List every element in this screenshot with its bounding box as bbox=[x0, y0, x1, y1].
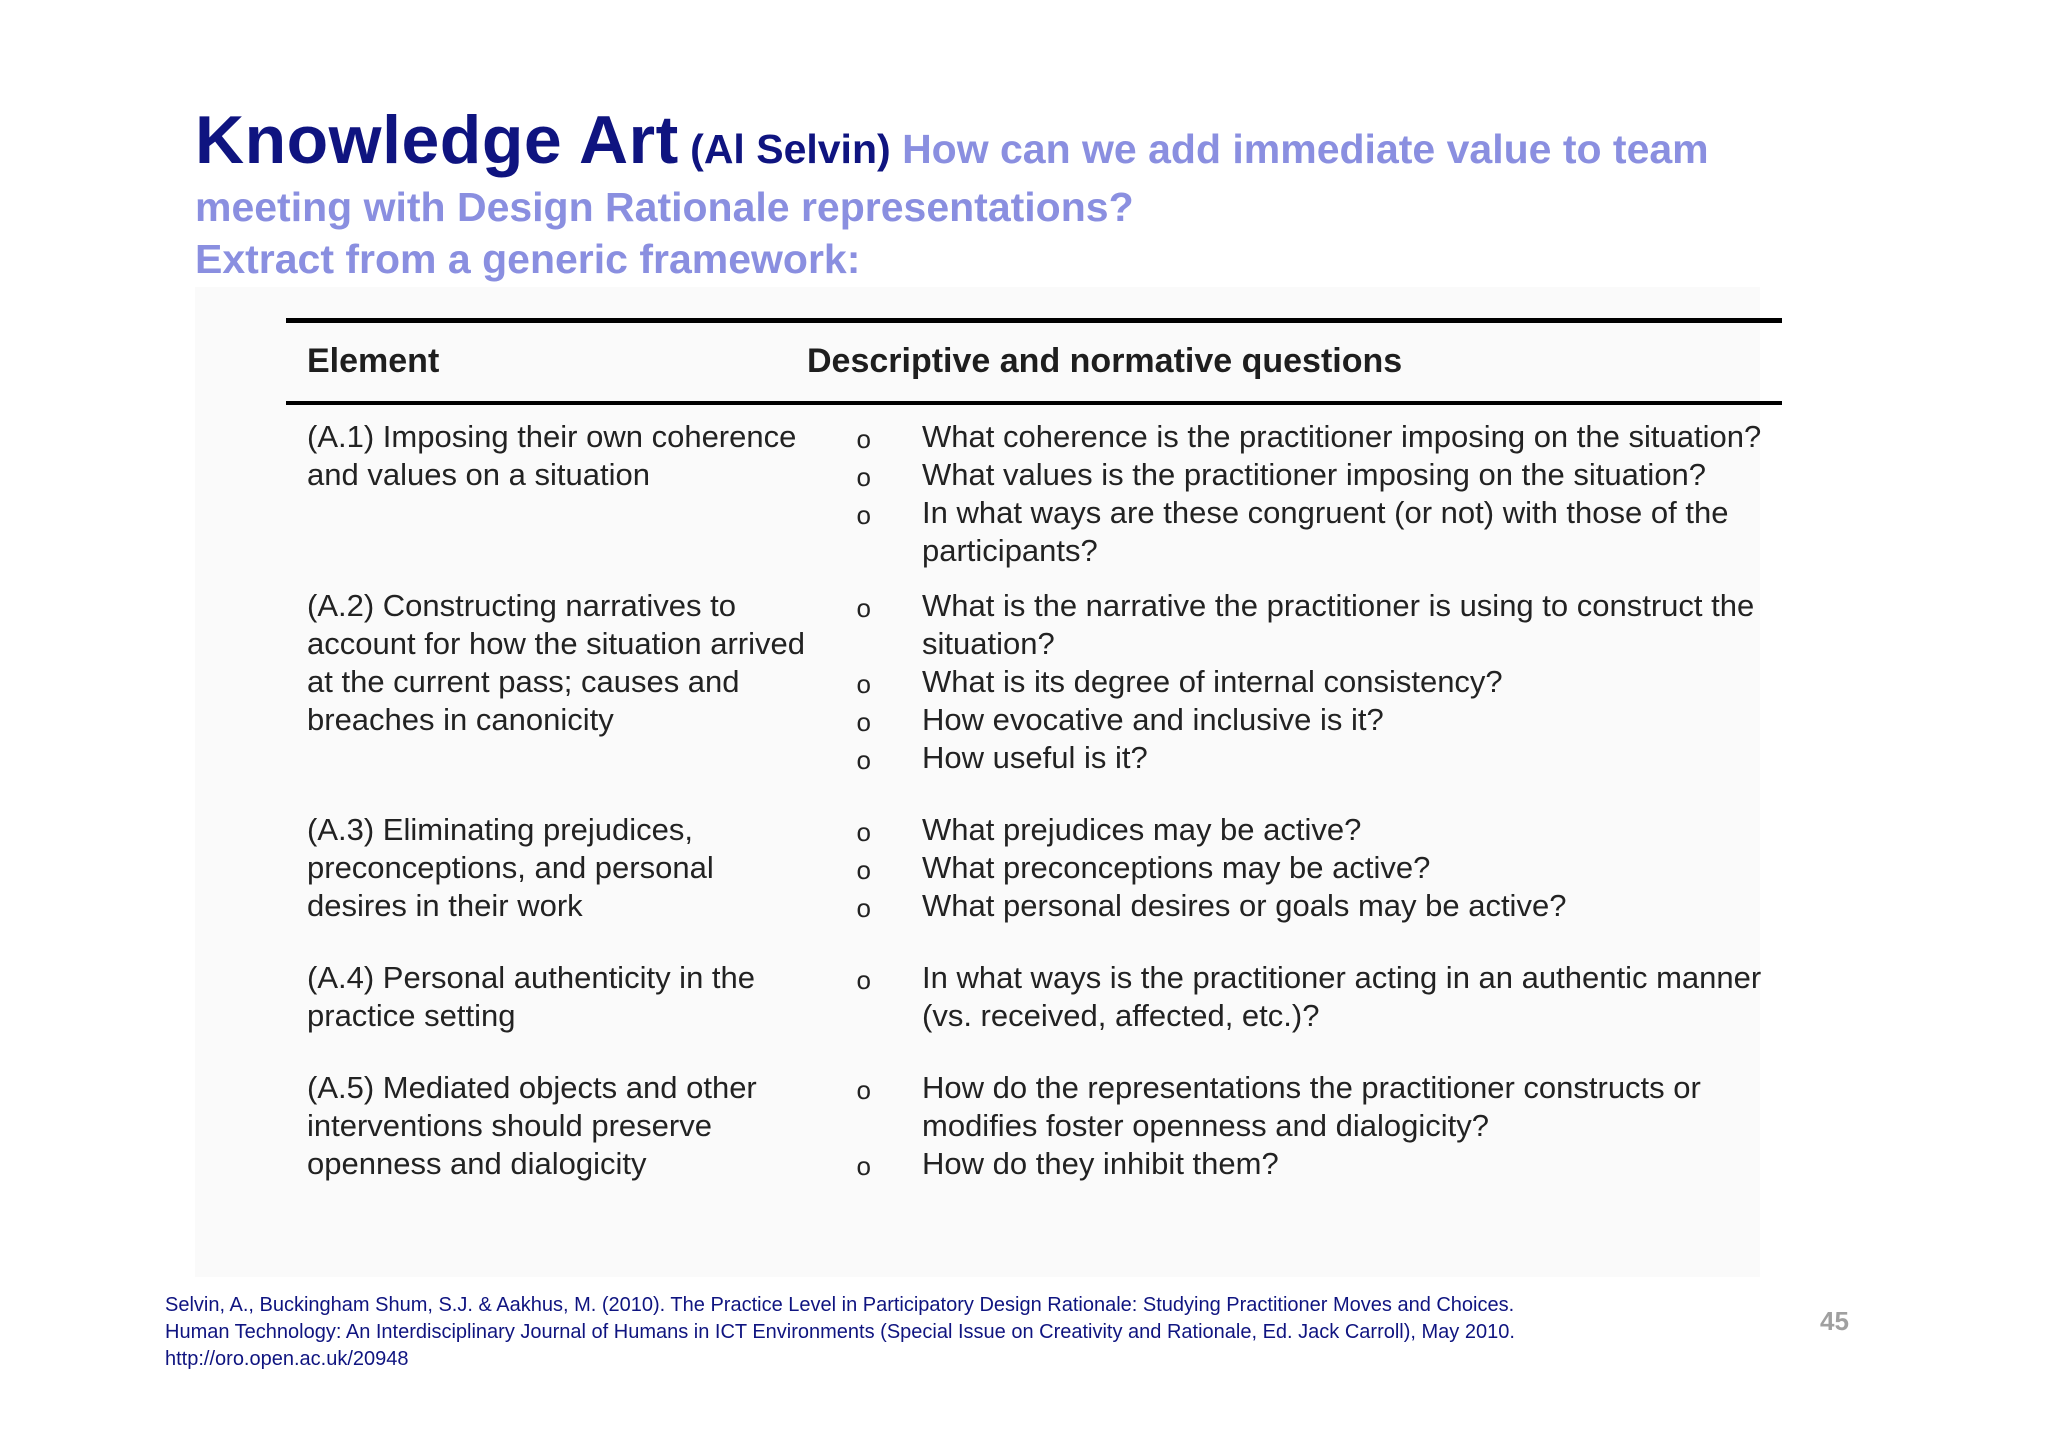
question-text: How useful is it? bbox=[922, 740, 1148, 775]
question-item bbox=[807, 1069, 1777, 1145]
question-item bbox=[807, 494, 1777, 570]
citation-line-1: Selvin, A., Buckingham Shum, S.J. & Aakhus, M. (2010). The Practice Level in Participatory Design Rationale: Studying Practitioner Moves and Choices. bbox=[165, 1294, 1515, 1316]
table-row bbox=[307, 418, 1777, 570]
question-text: In what ways is the practitioner acting in an authentic manner (vs. received, affected, etc.)? bbox=[922, 960, 1762, 1033]
slide-author: (Al Selvin) bbox=[690, 126, 891, 172]
bullet-icon: o bbox=[856, 424, 871, 454]
bullet-icon: o bbox=[856, 669, 871, 699]
question-item bbox=[807, 959, 1777, 1035]
question-item bbox=[807, 701, 1777, 739]
bullet-icon: o bbox=[856, 462, 871, 492]
column-header-questions: Descriptive and normative questions bbox=[807, 342, 1403, 380]
element-cell: (A.1) Imposing their own coherence and values on a situation bbox=[307, 419, 797, 492]
question-item bbox=[807, 811, 1777, 849]
question-text: What is the narrative the practitioner is using to construct the situation? bbox=[922, 588, 1755, 661]
question-text: How do the representations the practitioner constructs or modifies foster openness and dialogicity? bbox=[922, 1070, 1701, 1143]
bullet-icon: o bbox=[856, 1075, 871, 1105]
table-row bbox=[307, 587, 1777, 777]
table-row bbox=[307, 959, 1777, 1035]
bullet-icon: o bbox=[856, 965, 871, 995]
question-item bbox=[807, 887, 1777, 925]
question-text: What preconceptions may be active? bbox=[922, 850, 1431, 885]
question-item bbox=[807, 739, 1777, 777]
question-text: How evocative and inclusive is it? bbox=[922, 702, 1384, 737]
slide-subtitle-second: meeting with Design Rationale representations? bbox=[195, 184, 1134, 230]
citation bbox=[165, 1292, 1765, 1373]
questions-cell bbox=[807, 418, 1777, 570]
question-item bbox=[807, 1145, 1777, 1183]
question-item bbox=[807, 663, 1777, 701]
citation-url: http://oro.open.ac.uk/20948 bbox=[165, 1348, 409, 1370]
question-item bbox=[807, 418, 1777, 456]
question-text: In what ways are these congruent (or not) with those of the participants? bbox=[922, 495, 1729, 568]
column-header-element: Element bbox=[307, 342, 440, 380]
title-line-1 bbox=[195, 102, 1835, 181]
bullet-icon: o bbox=[856, 855, 871, 885]
bullet-icon: o bbox=[856, 745, 871, 775]
table-header-rule bbox=[286, 401, 1782, 405]
table-top-rule bbox=[286, 318, 1782, 323]
table-row bbox=[307, 811, 1777, 925]
slide-subtitle-first: How can we add immediate value to team bbox=[902, 126, 1709, 172]
question-item bbox=[807, 849, 1777, 887]
element-cell: (A.4) Personal authenticity in the practice setting bbox=[307, 960, 756, 1033]
bullet-icon: o bbox=[856, 1151, 871, 1181]
question-item bbox=[807, 456, 1777, 494]
bullet-icon: o bbox=[856, 817, 871, 847]
table-row bbox=[307, 1069, 1777, 1183]
question-text: How do they inhibit them? bbox=[922, 1146, 1279, 1181]
question-text: What coherence is the practitioner imposing on the situation? bbox=[922, 419, 1762, 454]
questions-cell bbox=[807, 1069, 1777, 1183]
bullet-icon: o bbox=[856, 500, 871, 530]
framework-table-body bbox=[307, 418, 1777, 1183]
page-number: 45 bbox=[1820, 1306, 1849, 1336]
bullet-icon: o bbox=[856, 707, 871, 737]
bullet-icon: o bbox=[856, 893, 871, 923]
questions-cell bbox=[807, 959, 1777, 1035]
questions-cell bbox=[807, 811, 1777, 925]
question-item bbox=[807, 587, 1777, 663]
question-text: What personal desires or goals may be active? bbox=[922, 888, 1567, 923]
question-text: What values is the practitioner imposing on the situation? bbox=[922, 457, 1707, 492]
question-text: What is its degree of internal consistency? bbox=[922, 664, 1503, 699]
element-cell: (A.3) Eliminating prejudices, preconceptions, and personal desires in their work bbox=[307, 812, 714, 923]
slide-title-block bbox=[195, 102, 1835, 285]
questions-cell bbox=[807, 587, 1777, 777]
question-text: What prejudices may be active? bbox=[922, 812, 1362, 847]
citation-line-2: Human Technology: An Interdisciplinary Journal of Humans in ICT Environments (Special Issue on Creativity and Rationale, Ed. Jack Carroll), May 2010. bbox=[165, 1321, 1515, 1343]
element-cell: (A.5) Mediated objects and other interventions should preserve openness and dialogicity bbox=[307, 1070, 757, 1181]
slide-title: Knowledge Art bbox=[195, 102, 679, 178]
slide-subtitle-third: Extract from a generic framework: bbox=[195, 236, 861, 282]
bullet-icon: o bbox=[856, 593, 871, 623]
element-cell: (A.2) Constructing narratives to account for how the situation arrived at the current pass; causes and breaches in canonicity bbox=[307, 588, 805, 737]
